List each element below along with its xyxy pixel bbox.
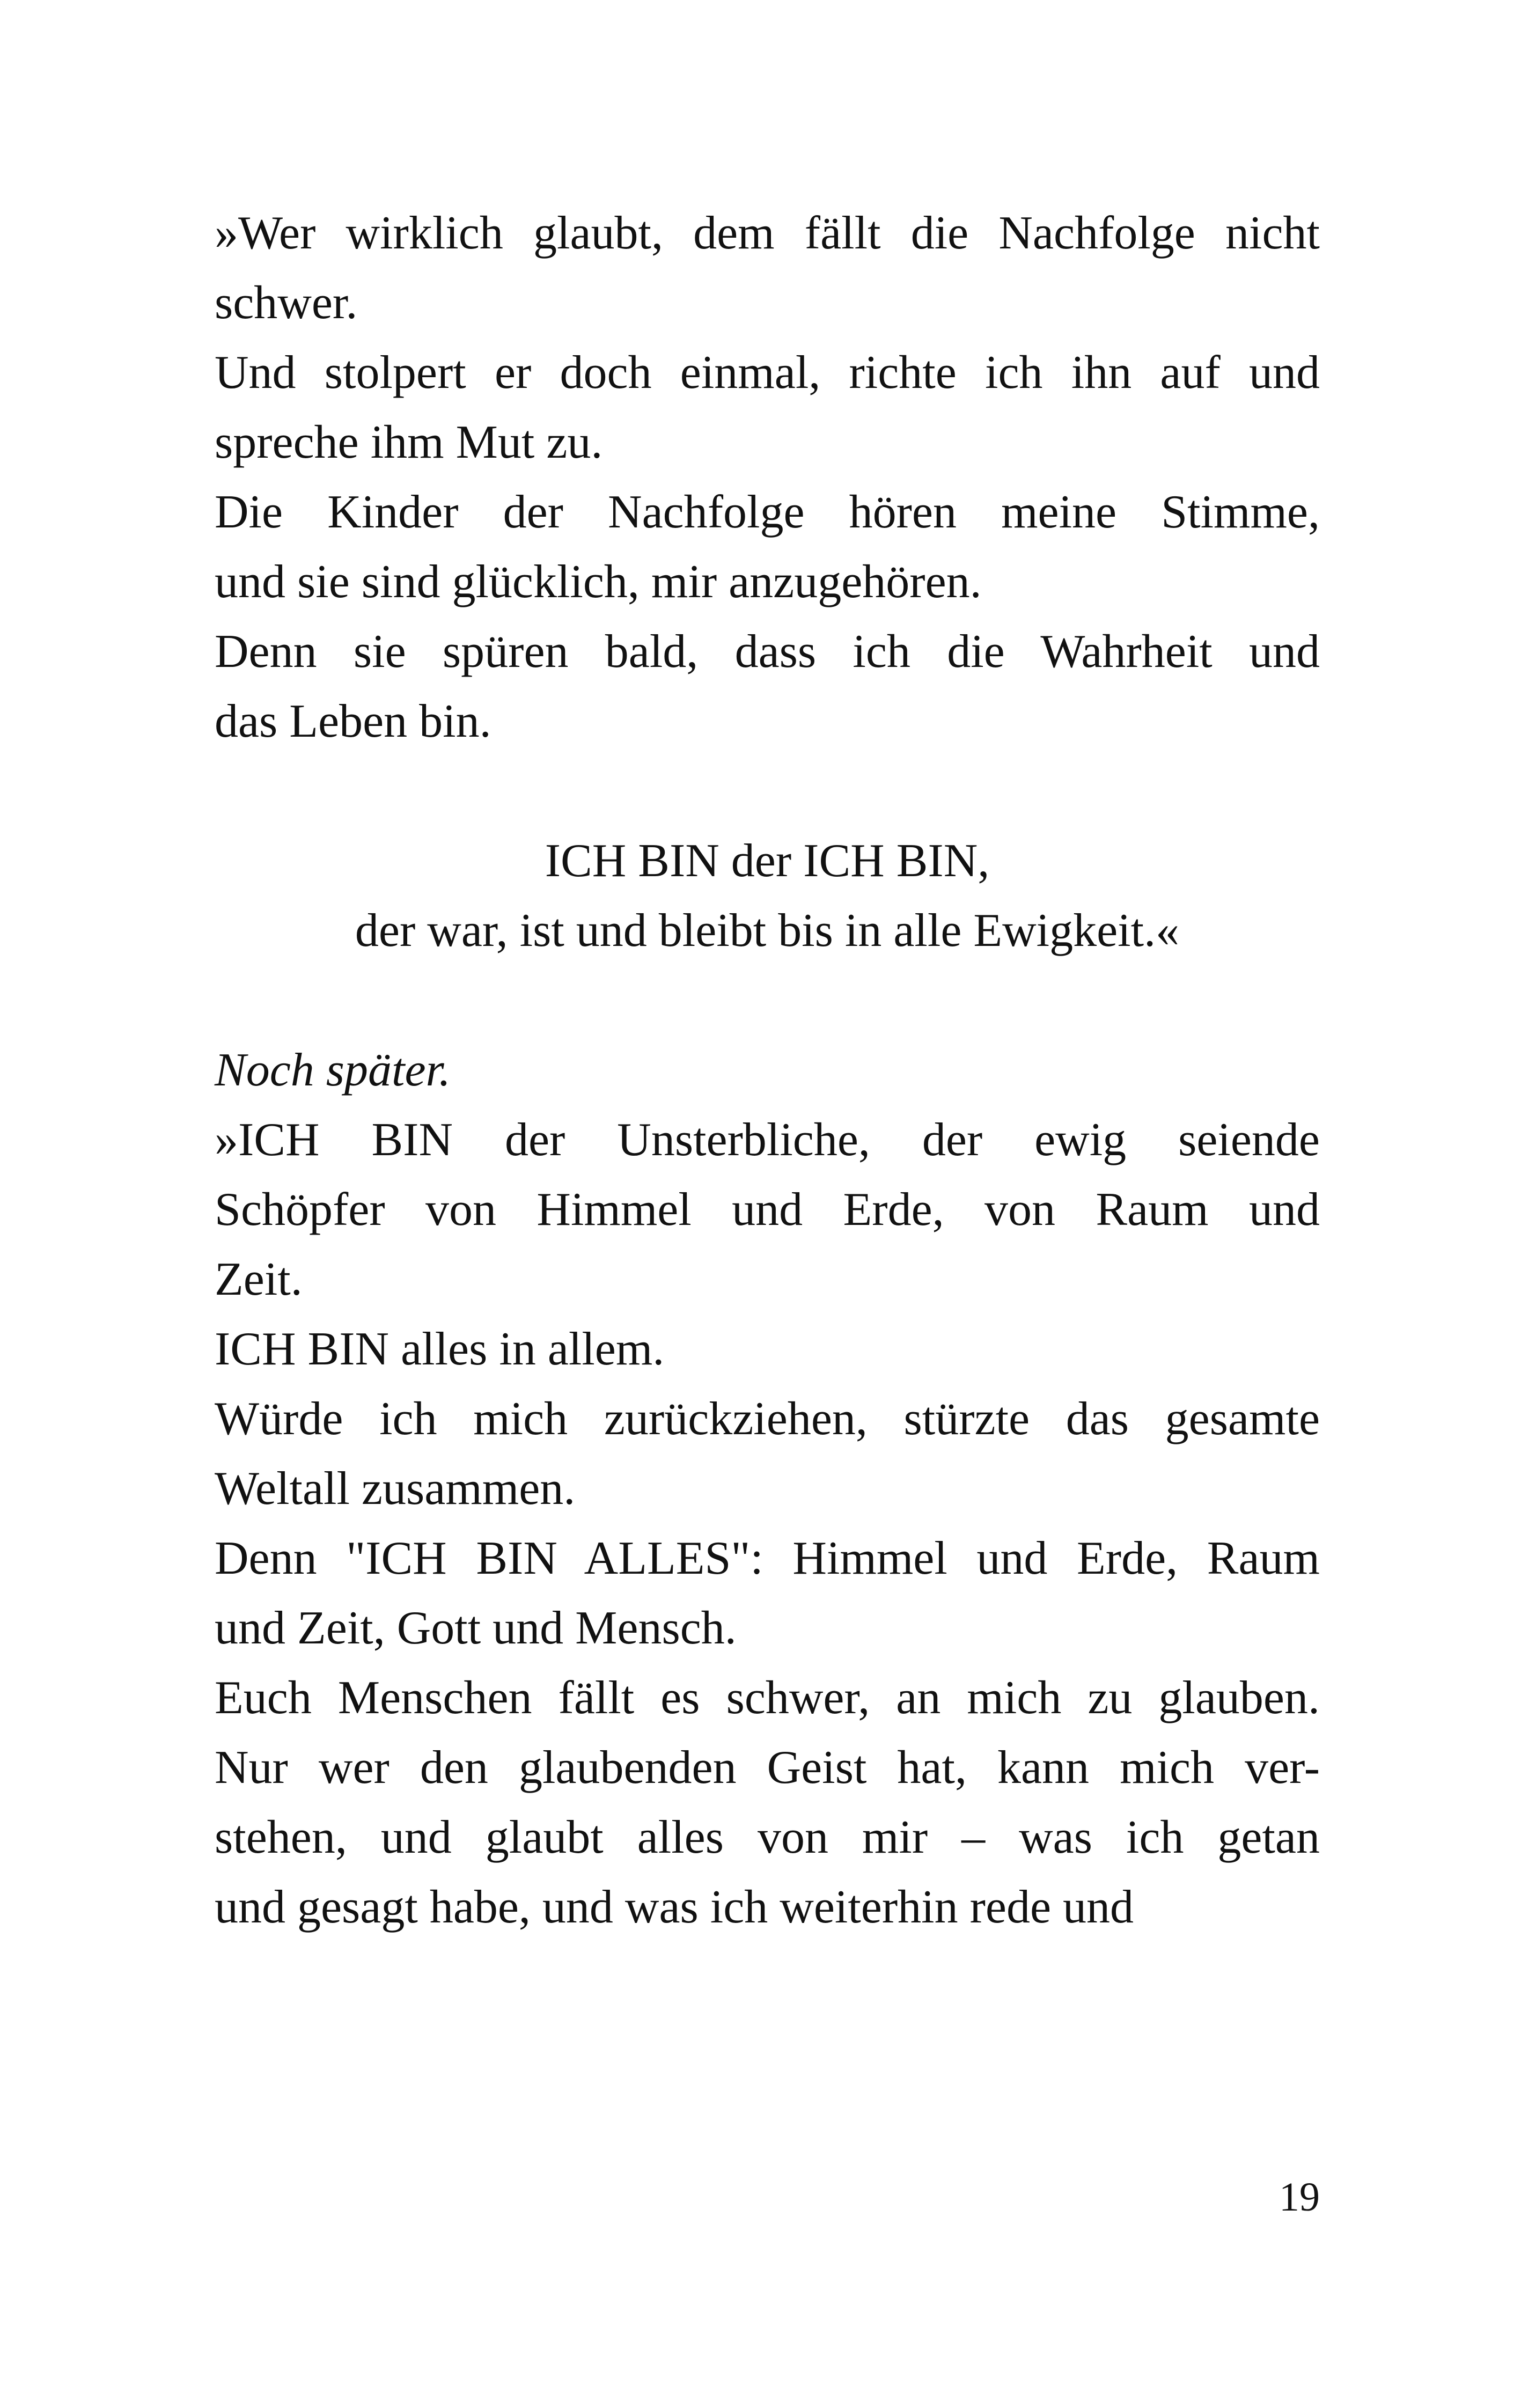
text-line: Schöpfer von Himmel und Erde, von Raum und: [215, 1184, 1320, 1236]
italic-heading: Noch später.: [215, 1044, 451, 1096]
text-line: Würde ich mich zurückziehen, stürzte das gesamte: [215, 1393, 1320, 1445]
text-line: Nur wer den glaubenden Geist hat, kann mich ver-: [215, 1742, 1320, 1794]
text-line: Denn sie spüren bald, dass ich die Wahrheit und: [215, 626, 1320, 678]
text-line: stehen, und glaubt alles von mir – was ich getan: [215, 1811, 1320, 1863]
text-line: das Leben bin.: [215, 695, 491, 747]
text-line: »Wer wirklich glaubt, dem fällt die Nachfolge nicht: [215, 207, 1320, 259]
text-line: und Zeit, Gott und Mensch.: [215, 1602, 737, 1654]
text-line: Zeit.: [215, 1253, 303, 1305]
text-line: spreche ihm Mut zu.: [215, 416, 603, 468]
spacer: [215, 757, 1320, 826]
text-line: Euch Menschen fällt es schwer, an mich zu glauben.: [215, 1672, 1320, 1724]
text-line: und sie sind glücklich, mir anzugehören.: [215, 556, 982, 608]
text-line: und gesagt habe, und was ich weiterhin rede und: [215, 1881, 1134, 1933]
text-line: schwer.: [215, 277, 358, 329]
spacer: [215, 966, 1320, 1036]
text-line: Denn "ICH BIN ALLES": Himmel und Erde, Raum: [215, 1532, 1320, 1584]
text-line: »ICH BIN der Unsterbliche, der ewig seiende: [215, 1114, 1320, 1166]
text-line: Weltall zusammen.: [215, 1463, 576, 1515]
centered-verse-line: der war, ist und bleibt bis in alle Ewigkeit.«: [355, 905, 1180, 957]
centered-verse-line: ICH BIN der ICH BIN,: [545, 835, 990, 887]
page-number: 19: [1279, 2175, 1320, 2220]
text-line: Und stolpert er doch einmal, richte ich ihn auf und: [215, 347, 1320, 399]
page-body: [215, 199, 1320, 1942]
text-line: Die Kinder der Nachfolge hören meine Stimme,: [215, 486, 1320, 538]
text-line: ICH BIN alles in allem.: [215, 1323, 665, 1375]
